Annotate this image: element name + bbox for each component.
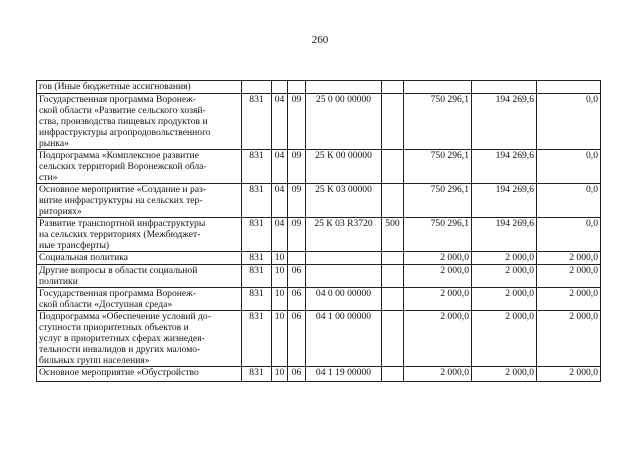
cell-section-code (272, 218, 288, 252)
cell-amount-2 (472, 218, 537, 252)
cell-target-article-text: 04 0 00 00000 (315, 288, 372, 299)
cell-name (37, 81, 242, 94)
cell-expense-type (382, 265, 404, 288)
cell-subsection-code-text: 06 (291, 311, 302, 322)
cell-ministry-code-text: 831 (249, 265, 264, 276)
cell-amount-3 (537, 218, 601, 252)
cell-target-article (306, 218, 382, 252)
cell-ministry-code-text: 831 (249, 94, 264, 105)
cell-name-text: Государственная программа Воронеж- ской области «Доступная среда» (39, 288, 196, 310)
cell-ministry-code (242, 367, 272, 382)
cell-section-code-text: 10 (274, 311, 285, 322)
cell-amount-3 (537, 265, 601, 288)
cell-subsection-code (288, 252, 306, 265)
cell-amount-3-text: 0,0 (586, 150, 598, 161)
budget-table-body (37, 81, 601, 382)
cell-subsection-code-text: 09 (291, 94, 302, 105)
cell-amount-3-text: 0,0 (586, 218, 598, 229)
cell-amount-3-text: 2 000,0 (569, 252, 598, 263)
cell-expense-type (382, 367, 404, 382)
budget-table-container (36, 80, 600, 382)
table-row (37, 81, 601, 94)
cell-section-code (272, 288, 288, 311)
cell-subsection-code (288, 81, 306, 94)
page-number: 260 (311, 34, 329, 46)
cell-amount-2-text: 194 269,6 (495, 150, 534, 161)
cell-amount-3-text: 2 000,0 (569, 311, 598, 322)
cell-name-text: гов (Иные бюджетные ассигнования) (39, 81, 191, 92)
cell-amount-2 (472, 311, 537, 367)
cell-expense-type (382, 184, 404, 218)
cell-amount-2-text: 194 269,6 (495, 218, 534, 229)
cell-amount-2-text: 2 000,0 (505, 367, 534, 378)
cell-amount-1-text: 750 296,1 (430, 184, 469, 195)
cell-ministry-code-text: 831 (249, 218, 264, 229)
table-row (37, 265, 601, 288)
table-row (37, 94, 601, 150)
cell-subsection-code (288, 311, 306, 367)
cell-ministry-code (242, 150, 272, 184)
cell-amount-1 (404, 218, 472, 252)
cell-section-code-text: 10 (274, 252, 285, 263)
cell-amount-2-text: 194 269,6 (495, 94, 534, 105)
cell-section-code (272, 150, 288, 184)
cell-amount-1 (404, 265, 472, 288)
cell-amount-2-text: 2 000,0 (505, 252, 534, 263)
cell-ministry-code (242, 184, 272, 218)
cell-expense-type (382, 81, 404, 94)
cell-expense-type (382, 94, 404, 150)
cell-amount-2 (472, 150, 537, 184)
cell-expense-type (382, 150, 404, 184)
cell-amount-2-text: 194 269,6 (495, 184, 534, 195)
cell-ministry-code (242, 252, 272, 265)
cell-section-code (272, 252, 288, 265)
cell-subsection-code (288, 94, 306, 150)
cell-ministry-code-text: 831 (249, 184, 264, 195)
cell-amount-3-text: 0,0 (586, 184, 598, 195)
cell-ministry-code (242, 288, 272, 311)
cell-amount-2 (472, 367, 537, 382)
cell-amount-1-text: 2 000,0 (440, 252, 469, 263)
cell-subsection-code (288, 288, 306, 311)
cell-amount-3 (537, 288, 601, 311)
cell-amount-1 (404, 367, 472, 382)
cell-target-article (306, 288, 382, 311)
cell-subsection-code-text: 06 (291, 288, 302, 299)
cell-name (37, 218, 242, 252)
cell-amount-2-text: 2 000,0 (505, 265, 534, 276)
cell-amount-2-text: 2 000,0 (505, 288, 534, 299)
cell-expense-type (382, 218, 404, 252)
cell-ministry-code-text: 831 (249, 252, 264, 263)
cell-amount-2 (472, 265, 537, 288)
cell-target-article (306, 94, 382, 150)
cell-amount-1-text: 750 296,1 (430, 94, 469, 105)
table-row (37, 150, 601, 184)
table-row (37, 288, 601, 311)
cell-name-text: Государственная программа Воронеж- ской области «Развитие сельского хозяй- ства, производства пищевых продуктов и инфраструктуры агропродовольственного рынка» (39, 94, 211, 149)
table-row (37, 252, 601, 265)
cell-subsection-code-text: 06 (291, 367, 302, 378)
cell-amount-1-text: 2 000,0 (440, 367, 469, 378)
cell-name-text: Развитие транспортной инфраструктуры на сельских территориях (Межбюджет- ные трансферты) (39, 218, 206, 251)
cell-amount-3 (537, 94, 601, 150)
cell-section-code-text: 04 (274, 150, 285, 161)
cell-amount-2-text: 2 000,0 (505, 311, 534, 322)
cell-amount-3 (537, 150, 601, 184)
cell-section-code-text: 04 (274, 218, 285, 229)
cell-amount-3-text: 0,0 (586, 94, 598, 105)
cell-expense-type (382, 311, 404, 367)
cell-target-article-text: 04 1 19 00000 (315, 367, 372, 378)
cell-target-article (306, 265, 382, 288)
cell-name (37, 94, 242, 150)
cell-amount-1 (404, 81, 472, 94)
cell-section-code-text: 10 (274, 367, 285, 378)
cell-name (37, 265, 242, 288)
table-row (37, 218, 601, 252)
cell-ministry-code-text: 831 (249, 311, 264, 322)
budget-table (36, 80, 601, 382)
cell-target-article (306, 81, 382, 94)
cell-target-article-text: 25 К 00 00000 (315, 150, 372, 161)
cell-target-article (306, 311, 382, 367)
cell-expense-type (382, 252, 404, 265)
cell-amount-1-text: 2 000,0 (440, 288, 469, 299)
cell-ministry-code (242, 265, 272, 288)
cell-name-text: Социальная политика (39, 252, 128, 263)
cell-subsection-code-text: 09 (291, 184, 302, 195)
cell-amount-1 (404, 150, 472, 184)
cell-target-article-text: 25 К 03 00000 (315, 184, 372, 195)
cell-section-code (272, 265, 288, 288)
cell-section-code (272, 311, 288, 367)
cell-ministry-code (242, 311, 272, 367)
cell-section-code (272, 367, 288, 382)
cell-amount-3-text: 2 000,0 (569, 265, 598, 276)
cell-name (37, 184, 242, 218)
table-row (37, 184, 601, 218)
cell-subsection-code (288, 367, 306, 382)
cell-amount-1 (404, 288, 472, 311)
cell-ministry-code-text: 831 (249, 150, 264, 161)
cell-amount-3 (537, 367, 601, 382)
cell-section-code-text: 10 (274, 265, 285, 276)
cell-section-code (272, 81, 288, 94)
cell-section-code-text: 10 (274, 288, 285, 299)
cell-amount-1 (404, 311, 472, 367)
cell-target-article (306, 150, 382, 184)
cell-amount-1 (404, 94, 472, 150)
cell-name-text: Другие вопросы в области социальной политики (39, 265, 198, 287)
cell-ministry-code-text: 831 (249, 288, 264, 299)
cell-target-article-text: 04 1 00 00000 (315, 311, 372, 322)
cell-amount-2 (472, 94, 537, 150)
cell-subsection-code (288, 150, 306, 184)
cell-amount-3 (537, 311, 601, 367)
cell-name (37, 252, 242, 265)
cell-amount-1-text: 2 000,0 (440, 311, 469, 322)
cell-name (37, 367, 242, 382)
cell-target-article (306, 184, 382, 218)
cell-amount-1 (404, 252, 472, 265)
cell-amount-2 (472, 81, 537, 94)
cell-ministry-code (242, 94, 272, 150)
cell-subsection-code (288, 184, 306, 218)
cell-amount-3 (537, 252, 601, 265)
cell-amount-2 (472, 184, 537, 218)
cell-subsection-code (288, 265, 306, 288)
cell-ministry-code (242, 81, 272, 94)
cell-amount-3-text: 2 000,0 (569, 288, 598, 299)
cell-amount-2 (472, 288, 537, 311)
cell-target-article (306, 367, 382, 382)
cell-ministry-code (242, 218, 272, 252)
cell-section-code-text: 04 (274, 184, 285, 195)
cell-amount-3-text: 2 000,0 (569, 367, 598, 378)
cell-target-article (306, 252, 382, 265)
cell-section-code (272, 184, 288, 218)
cell-expense-type-text: 500 (385, 218, 400, 229)
cell-section-code (272, 94, 288, 150)
table-row (37, 311, 601, 367)
cell-name-text: Подпрограмма «Обеспечение условий до- ступности приоритетных объектов и услуг в приоритетных сферах жизнедея- тельности инвалидов и других маломо- бильных групп населения» (39, 311, 211, 366)
cell-amount-3 (537, 81, 601, 94)
cell-subsection-code-text: 06 (291, 265, 302, 276)
table-row (37, 367, 601, 382)
cell-target-article-text: 25 К 03 R3720 (314, 218, 373, 229)
cell-amount-2 (472, 252, 537, 265)
cell-amount-1 (404, 184, 472, 218)
cell-expense-type (382, 288, 404, 311)
cell-name (37, 311, 242, 367)
cell-section-code-text: 04 (274, 94, 285, 105)
cell-name-text: Основное мероприятие «Обустройство (39, 367, 199, 378)
cell-subsection-code-text: 09 (291, 218, 302, 229)
cell-name (37, 288, 242, 311)
cell-subsection-code (288, 218, 306, 252)
cell-amount-1-text: 2 000,0 (440, 265, 469, 276)
cell-name-text: Основное мероприятие «Создание и раз- витие инфраструктуры на сельских тер- риториях» (39, 184, 206, 217)
cell-amount-3 (537, 184, 601, 218)
cell-subsection-code-text: 09 (291, 150, 302, 161)
cell-ministry-code-text: 831 (249, 367, 264, 378)
cell-amount-1-text: 750 296,1 (430, 150, 469, 161)
cell-name-text: Подпрограмма «Комплексное развитие сельских территорий Воронежской обла- сти» (39, 150, 207, 183)
cell-target-article-text: 25 0 00 00000 (315, 94, 372, 105)
cell-name (37, 150, 242, 184)
cell-amount-1-text: 750 296,1 (430, 218, 469, 229)
